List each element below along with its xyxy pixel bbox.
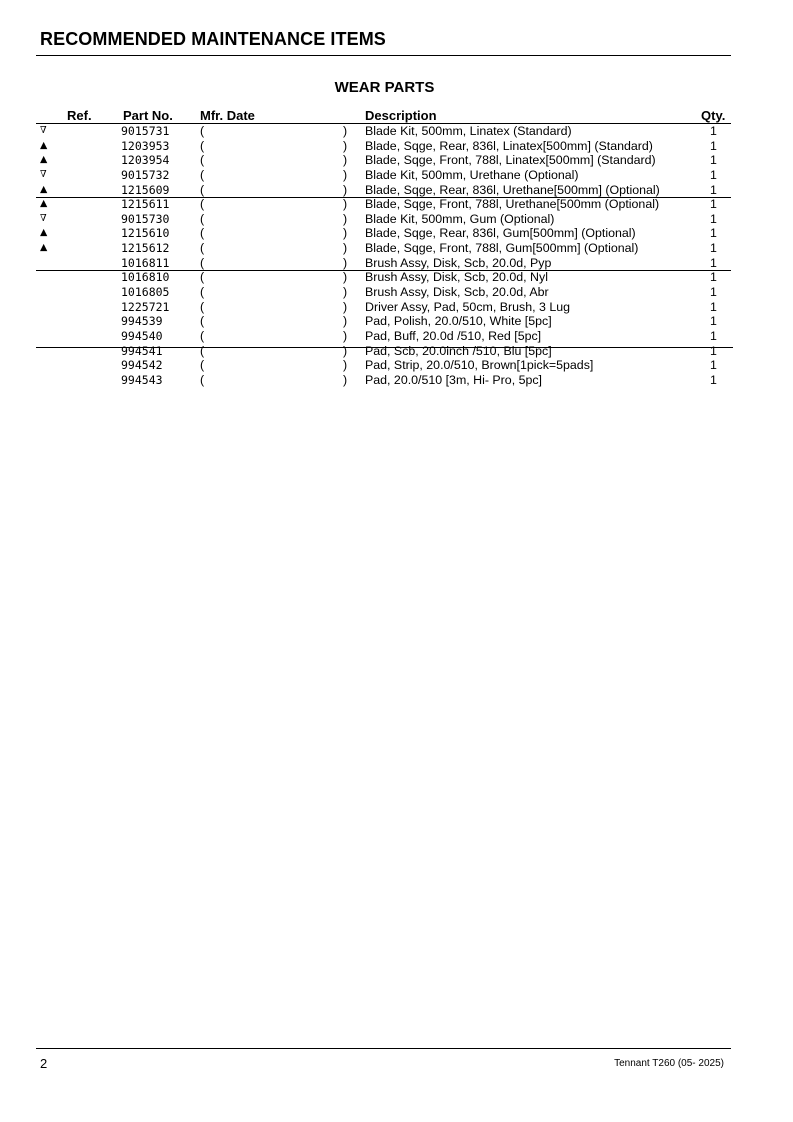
- part-description: Blade, Sqge, Rear, 836l, Gum[500mm] (Optional): [365, 226, 636, 241]
- mfr-date-open: (: [200, 314, 205, 329]
- part-description: Brush Assy, Disk, Scb, 20.0d, Pyp: [365, 255, 552, 270]
- part-quantity: 1: [710, 241, 717, 256]
- title-divider: [36, 55, 731, 56]
- part-description: Blade, Sqge, Rear, 836l, Urethane[500mm] (Optional): [365, 182, 660, 197]
- column-header-qty: Qty.: [701, 108, 726, 123]
- part-description: Pad, Strip, 20.0/510, Brown[1pick=5pads]: [365, 358, 594, 373]
- part-description: Brush Assy, Disk, Scb, 20.0d, Nyl: [365, 270, 548, 285]
- part-quantity: 1: [710, 285, 717, 300]
- table-row: [0, 183, 793, 198]
- mfr-date-open: (: [200, 211, 205, 226]
- table-row: [0, 314, 793, 329]
- table-row: [0, 212, 793, 227]
- part-quantity: 1: [710, 153, 717, 168]
- part-number: 1215609: [121, 182, 170, 197]
- part-number: 1203953: [121, 138, 170, 153]
- part-description: Blade Kit, 500mm, Gum (Optional): [365, 211, 555, 226]
- mfr-date-open: (: [200, 372, 205, 387]
- column-header-ref: Ref.: [67, 108, 92, 123]
- part-quantity: 1: [710, 314, 717, 329]
- parts-table: [0, 124, 793, 388]
- column-header-part-no: Part No.: [123, 108, 173, 123]
- mfr-date-close: ): [343, 138, 348, 153]
- table-row: [0, 153, 793, 168]
- part-quantity: 1: [710, 124, 717, 138]
- part-quantity: 1: [710, 255, 717, 270]
- part-description: Blade Kit, 500mm, Linatex (Standard): [365, 124, 572, 138]
- table-row: [0, 285, 793, 300]
- mfr-date-open: (: [200, 358, 205, 373]
- ref-marker: ▲: [40, 183, 48, 195]
- part-quantity: 1: [710, 358, 717, 373]
- table-row: [0, 344, 793, 359]
- table-row: [0, 124, 793, 139]
- table-row: [0, 329, 793, 344]
- table-row: [0, 226, 793, 241]
- column-header-description: Description: [365, 108, 437, 123]
- mfr-date-close: ): [343, 358, 348, 373]
- mfr-date-close: ): [343, 314, 348, 329]
- part-number: 1215610: [121, 226, 170, 241]
- mfr-date-open: (: [200, 343, 205, 358]
- ref-marker: ▲: [40, 227, 48, 239]
- ref-marker: ▲: [40, 139, 48, 151]
- ref-marker: ▲: [40, 242, 48, 254]
- table-row: [0, 358, 793, 373]
- table-row: [0, 270, 793, 285]
- part-quantity: 1: [710, 299, 717, 314]
- mfr-date-close: ): [343, 270, 348, 285]
- ref-marker: ∇: [40, 212, 47, 224]
- table-row: [0, 168, 793, 183]
- part-description: Pad, Buff, 20.0d /510, Red [5pc]: [365, 328, 542, 343]
- part-quantity: 1: [710, 197, 717, 212]
- part-number: 1215611: [121, 197, 170, 212]
- part-description: Pad, 20.0/510 [3m, Hi- Pro, 5pc]: [365, 372, 543, 387]
- part-quantity: 1: [710, 167, 717, 182]
- part-description: Blade Kit, 500mm, Urethane (Optional): [365, 167, 579, 182]
- part-quantity: 1: [710, 211, 717, 226]
- mfr-date-open: (: [200, 124, 205, 138]
- ref-marker: ∇: [40, 125, 47, 136]
- mfr-date-close: ): [343, 167, 348, 182]
- part-quantity: 1: [710, 372, 717, 387]
- mfr-date-open: (: [200, 255, 205, 270]
- part-number: 9015731: [121, 124, 170, 138]
- mfr-date-close: ): [343, 226, 348, 241]
- section-title: WEAR PARTS: [334, 79, 435, 96]
- part-number: 994543: [121, 372, 163, 387]
- part-number: 994539: [121, 314, 163, 329]
- footer-divider: [36, 1048, 731, 1049]
- mfr-date-open: (: [200, 167, 205, 182]
- table-row: [0, 241, 793, 256]
- mfr-date-open: (: [200, 328, 205, 343]
- mfr-date-close: ): [343, 182, 348, 197]
- ref-marker: ∇: [40, 168, 47, 180]
- mfr-date-open: (: [200, 299, 205, 314]
- mfr-date-close: ): [343, 241, 348, 256]
- table-row: [0, 373, 793, 388]
- part-number: 9015730: [121, 211, 170, 226]
- table-row: [0, 300, 793, 315]
- mfr-date-open: (: [200, 182, 205, 197]
- table-row: [0, 256, 793, 271]
- mfr-date-close: ): [343, 153, 348, 168]
- part-number: 1225721: [121, 299, 170, 314]
- mfr-date-open: (: [200, 138, 205, 153]
- mfr-date-open: (: [200, 285, 205, 300]
- part-number: 9015732: [121, 167, 170, 182]
- part-description: Blade, Sqge, Rear, 836l, Linatex[500mm] (Standard): [365, 138, 653, 153]
- mfr-date-open: (: [200, 241, 205, 256]
- mfr-date-close: ): [343, 285, 348, 300]
- mfr-date-close: ): [343, 211, 348, 226]
- part-number: 994540: [121, 328, 163, 343]
- table-row: [0, 139, 793, 154]
- footer-model-text: Tennant T260 (05- 2025): [614, 1058, 724, 1069]
- part-quantity: 1: [710, 343, 717, 358]
- mfr-date-close: ): [343, 255, 348, 270]
- part-description: Driver Assy, Pad, 50cm, Brush, 3 Lug: [365, 299, 570, 314]
- part-description: Pad, Scb, 20.0inch /510, Blu [5pc]: [365, 343, 552, 358]
- part-number: 994542: [121, 358, 163, 373]
- mfr-date-close: ): [343, 343, 348, 358]
- part-quantity: 1: [710, 226, 717, 241]
- mfr-date-open: (: [200, 197, 205, 212]
- part-number: 1203954: [121, 153, 170, 168]
- part-description: Blade, Sqge, Front, 788l, Linatex[500mm] (Standard): [365, 153, 656, 168]
- part-description: Blade, Sqge, Front, 788l, Gum[500mm] (Optional): [365, 241, 639, 256]
- ref-marker: ▲: [40, 198, 48, 210]
- part-number: 1016810: [121, 270, 170, 285]
- part-quantity: 1: [710, 328, 717, 343]
- mfr-date-open: (: [200, 226, 205, 241]
- part-number: 1016805: [121, 285, 170, 300]
- part-quantity: 1: [710, 182, 717, 197]
- part-quantity: 1: [710, 138, 717, 153]
- column-header-mfr-date: Mfr. Date: [200, 108, 255, 123]
- mfr-date-close: ): [343, 372, 348, 387]
- page-number: 2: [40, 1056, 48, 1071]
- part-description: Pad, Polish, 20.0/510, White [5pc]: [365, 314, 552, 329]
- table-row: [0, 197, 793, 212]
- ref-marker: ▲: [40, 154, 48, 166]
- part-number: 1016811: [121, 255, 170, 270]
- mfr-date-open: (: [200, 270, 205, 285]
- mfr-date-close: ): [343, 197, 348, 212]
- mfr-date-close: ): [343, 299, 348, 314]
- mfr-date-close: ): [343, 124, 348, 138]
- page-title: RECOMMENDED MAINTENANCE ITEMS: [40, 29, 386, 49]
- mfr-date-open: (: [200, 153, 205, 168]
- part-description: Brush Assy, Disk, Scb, 20.0d, Abr: [365, 285, 549, 300]
- mfr-date-close: ): [343, 328, 348, 343]
- part-quantity: 1: [710, 270, 717, 285]
- part-description: Blade, Sqge, Front, 788l, Urethane[500mm (Optional): [365, 197, 660, 212]
- part-number: 1215612: [121, 241, 170, 256]
- part-number: 994541: [121, 343, 163, 358]
